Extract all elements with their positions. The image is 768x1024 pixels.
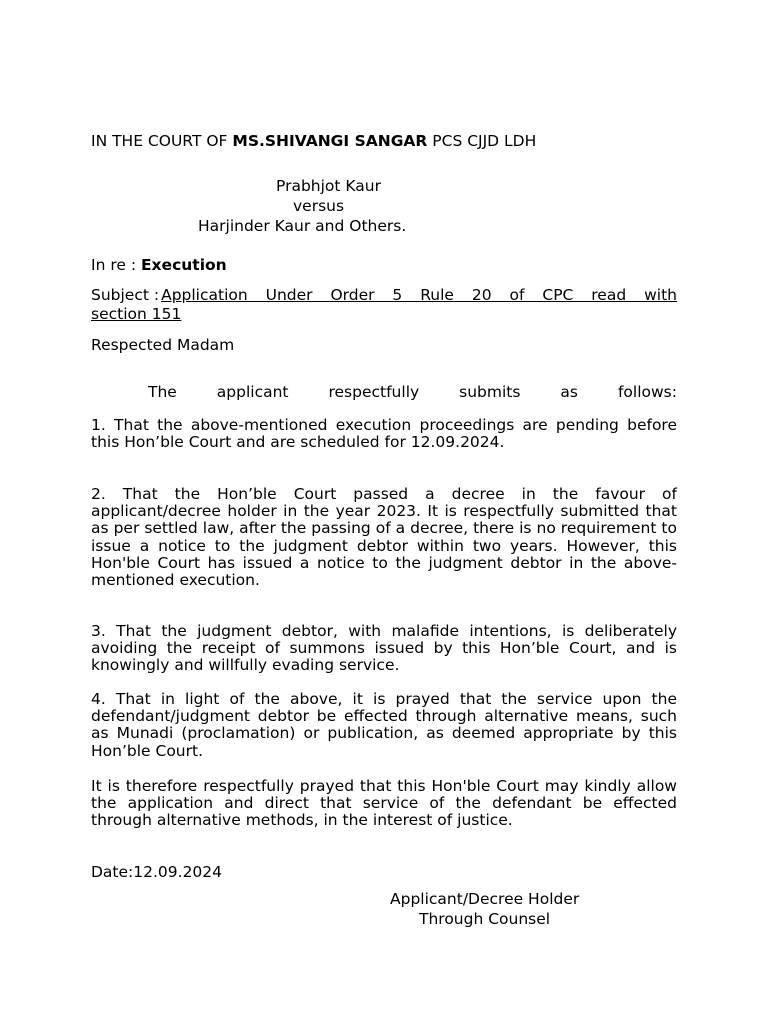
signature-line2: Through Counsel xyxy=(419,910,551,928)
versus-label: versus xyxy=(293,197,345,215)
intro-word: respectfully xyxy=(328,383,420,401)
court-suffix: PCS CJJD LDH xyxy=(427,132,537,150)
intro-line xyxy=(148,383,677,401)
court-prefix: IN THE COURT OF xyxy=(91,132,233,150)
respondent-name: Harjinder Kaur and Others. xyxy=(198,217,407,235)
intro-word: The xyxy=(148,383,177,401)
intro-word: follows: xyxy=(617,383,677,401)
court-heading xyxy=(91,132,536,150)
paragraph-3: 3. That the judgment debtor, with malafide intentions, is deliberately avoiding the receipt of summons issued by this Hon’ble Court, and is knowingly and willfully evading service. xyxy=(91,622,677,675)
paragraph-1: 1. That the above-mentioned execution proceedings are pending before this Hon’ble Court and are scheduled for 12.09.2024. xyxy=(91,416,677,452)
prayer-paragraph: It is therefore respectfully prayed that this Hon'ble Court may kindly allow the application and direct that service of the defendant be effected through alternative methods, in the interest of justice. xyxy=(91,777,677,830)
intro-word: submits xyxy=(459,383,521,401)
subject-label: Subject : xyxy=(91,286,160,304)
signature-line1: Applicant/Decree Holder xyxy=(390,890,580,908)
subject-text-line2: section 151 xyxy=(91,305,182,323)
in-re-label: In re : xyxy=(91,256,141,274)
in-re-line xyxy=(91,256,227,274)
salutation: Respected Madam xyxy=(91,336,235,354)
subject-line xyxy=(91,286,677,304)
paragraph-4: 4. That in light of the above, it is prayed that the service upon the defendant/judgment debtor be effected through alternative means, such as Munadi (proclamation) or publication, as deemed appropriate by this Hon’ble Court. xyxy=(91,690,677,760)
intro-word: as xyxy=(560,383,578,401)
document-date: Date:12.09.2024 xyxy=(91,863,223,881)
petitioner-name: Prabhjot Kaur xyxy=(276,177,381,195)
judge-name: MS.SHIVANGI SANGAR xyxy=(232,132,428,150)
intro-word: applicant xyxy=(216,383,289,401)
paragraph-2: 2. That the Hon’ble Court passed a decree in the favour of applicant/decree holder in the year 2023. It is respectfully submitted that as per settled law, after the passing of a decree, there is no requirement to issue a notice to the judgment debtor within two years. However, this Hon'ble Court has issued a notice to the judgment debtor in the above-mentioned execution. xyxy=(91,485,677,590)
in-re-value: Execution xyxy=(140,256,227,274)
subject-text-line1: Application Under Order 5 Rule 20 of CPC read with xyxy=(161,286,677,304)
